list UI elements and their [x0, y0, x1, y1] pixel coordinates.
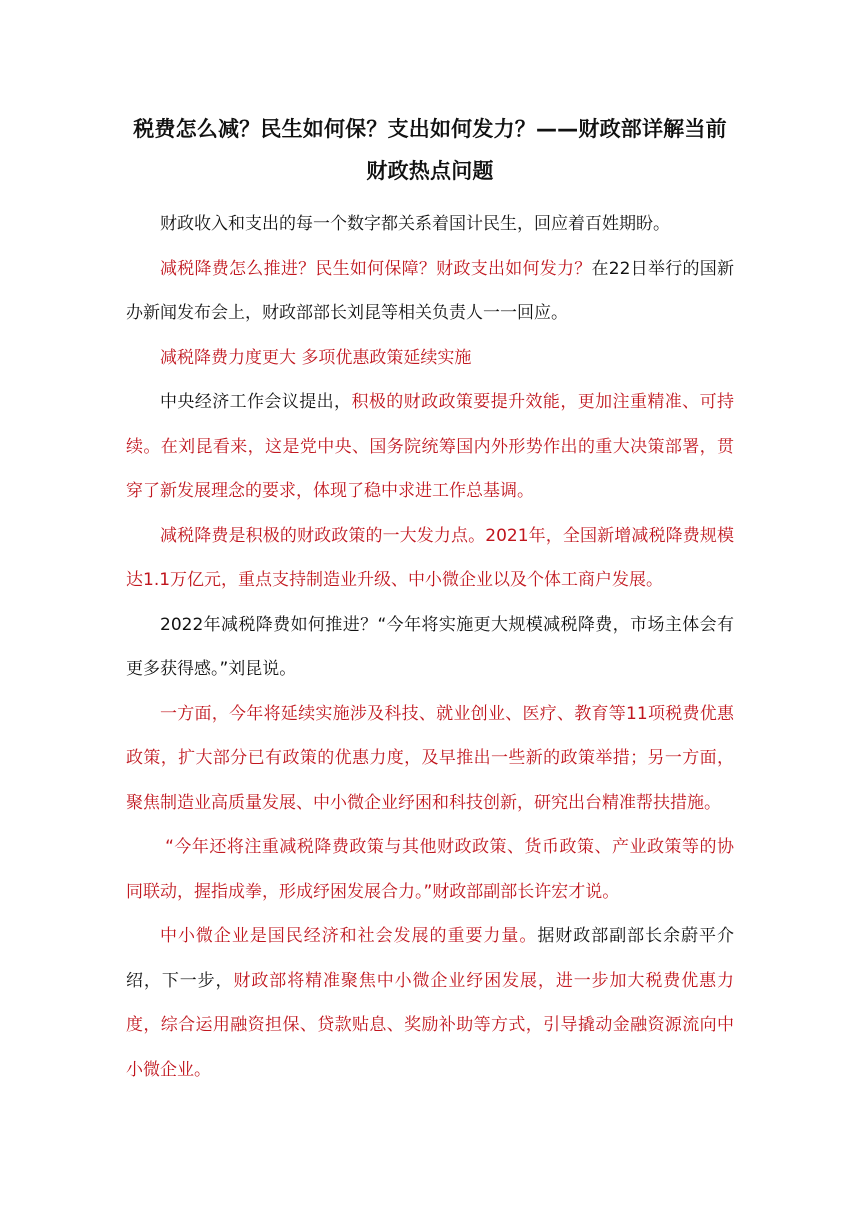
article-paragraph — [126, 247, 734, 336]
paragraph-text: 财政收入和支出的每一个数字都关系着国计民生，回应着百姓期盼。 — [160, 214, 670, 234]
highlighted-text: 减税降费是积极的财政政策的一大发力点。2021年，全国新增减税降费规模达1.1万亿元，重点支持制造业升级、中小微企业以及个体工商户发展。 — [126, 525, 734, 590]
article-paragraph — [126, 514, 734, 603]
article-title: 税费怎么减？民生如何保？支出如何发力？——财政部详解当前财政热点问题 — [133, 117, 727, 183]
paragraph-text: 据财政部副部长余蔚平介绍，下一步， — [126, 926, 735, 991]
article-paragraph — [126, 692, 734, 826]
article-paragraph — [126, 914, 734, 1092]
highlighted-text: 减税降费怎么推进？民生如何保障？财政支出如何发力？ — [160, 258, 592, 279]
paragraph-text: 在22日举行的国新办新闻发布会上，财政部部长刘昆等相关负责人一一回应。 — [126, 258, 734, 323]
article-paragraph — [126, 825, 734, 914]
article-paragraph — [126, 603, 734, 692]
highlighted-text: 财政部将精准聚焦中小微企业纾困发展，进一步加大税费优惠力度，综合运用融资担保、贷款贴息、奖励补助等方式，引导撬动金融资源流向中小微企业。 — [126, 970, 735, 1080]
article-body — [126, 202, 734, 1092]
paragraph-text: 中央经济工作会议提出， — [160, 392, 352, 412]
highlighted-text: 减税降费力度更大 多项优惠政策延续实施 — [160, 347, 472, 368]
article-paragraph — [126, 380, 734, 514]
paragraph-text: 2022年减税降费如何推进？“今年将实施更大规模减税降费，市场主体会有更多获得感。”刘昆说。 — [126, 614, 734, 679]
highlighted-text: 中小微企业是国民经济和社会发展的重要力量。 — [160, 926, 538, 946]
highlighted-text: 积极的财政政策要提升效能，更加注重精准、可持续。在刘昆看来，这是党中央、国务院统筹国内外形势作出的重大决策部署，贯穿了新发展理念的要求，体现了稳中求进工作总基调。 — [126, 392, 734, 501]
article-paragraph — [126, 336, 734, 381]
article-paragraph — [126, 202, 734, 247]
highlighted-text: “今年还将注重减税降费政策与其他财政政策、货币政策、产业政策等的协同联动，握指成拳，形成纾困发展合力。”财政部副部长许宏才说。 — [126, 837, 734, 902]
highlighted-text: 一方面，今年将延续实施涉及科技、就业创业、医疗、教育等11项税费优惠政策，扩大部分已有政策的优惠力度，及早推出一些新的政策举措；另一方面，聚焦制造业高质量发展、中小微企业纾困和科技创新，研究出台精准帮扶措施。 — [126, 703, 734, 813]
